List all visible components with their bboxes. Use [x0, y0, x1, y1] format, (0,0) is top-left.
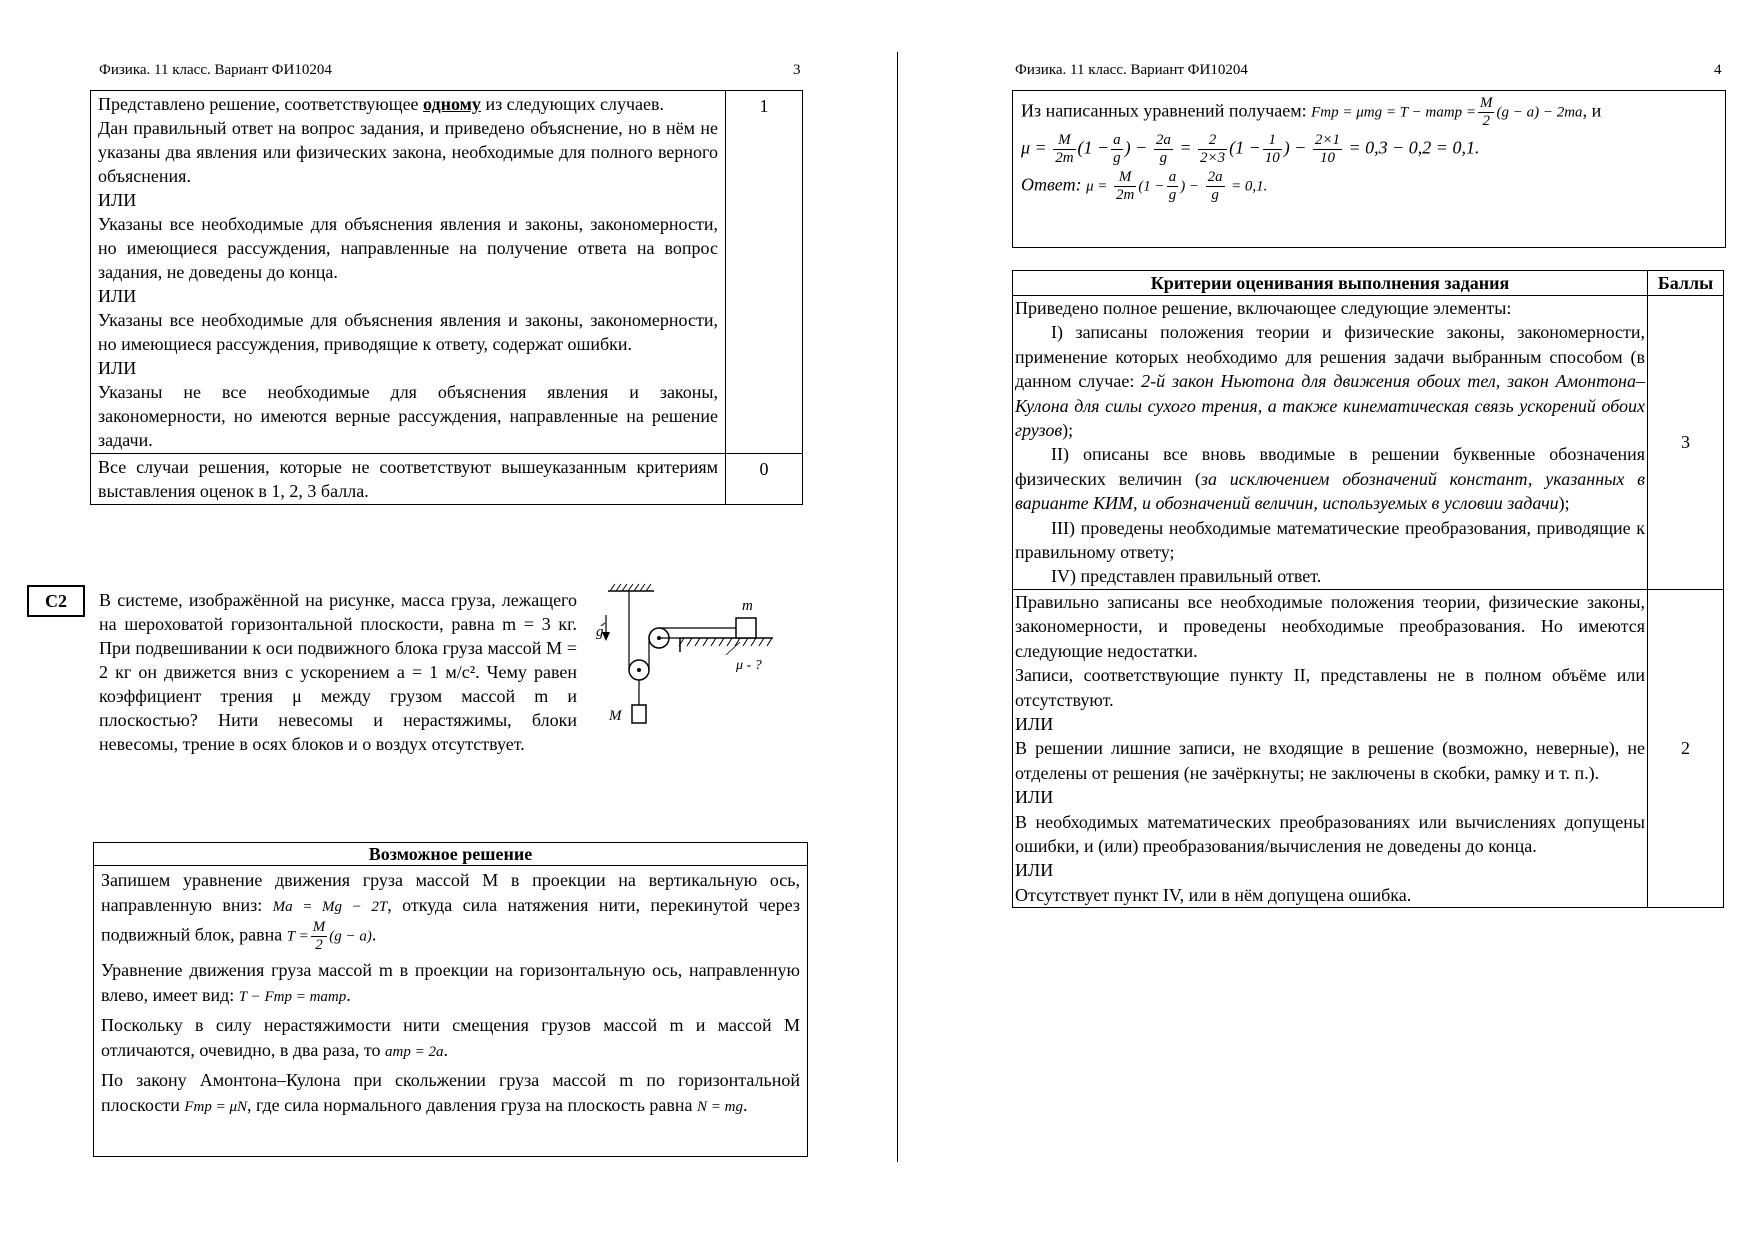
task-text: В системе, изображённой на рисунке, масса груза, лежащего на шероховатой горизонтальной плоскости, равна m = 3 кг. При подвешивании к оси подвижного блока груза массой M = 2 кг он движется вниз с ускорением a = 1 м/с². Чему равен коэффициент трения μ между грузом массой m и плоскостью? Нити невесомы и нерастяжимы, блоки невесомы, трение в осях блоков и о воздух отсутствует.	[99, 590, 577, 754]
label-m: m	[742, 598, 753, 614]
answer-line: Ответ: μ = $\frac{M}{2m}$ (1 − $\frac{a}{g}$ ) − $\frac{2a}{g}$ = 0,1.	[1021, 169, 1268, 203]
criteria-item-i: I) записаны положения теории и физические законы, закономерности, применение которых необходимо для решения задачи выбранным способом (в данном случае: 2-й закон Ньютона для движения обоих тел, закон Амонтона–Кулона для силы сухого трения, а также кинематическая связь ускорений обоих грузов);	[1015, 322, 1645, 441]
criteria-intro: Представлено решение, соответствующее одному из следующих случаев.	[98, 94, 665, 114]
solution-continuation-box	[1012, 90, 1726, 248]
solution-p3: Поскольку в силу нерастяжимости нити смещения грузов массой m и массой M отличаются, очевидно, в два раза, то aтр = 2a.	[101, 1015, 800, 1060]
criteria-case-2: Указаны все необходимые для объяснения явления и законы, закономерности, но имеющиеся рассуждения, направленные на получение ответа на вопрос задания, не доведены до конца.	[98, 214, 718, 282]
or-label: ИЛИ	[98, 286, 137, 306]
criteria-text	[91, 91, 726, 454]
criteria-table-continued	[90, 90, 803, 505]
criteria-item-ii: II) описаны все вновь вводимые в решении буквенные обозначения физических величин (за исключением обозначений констант, указанных в варианте КИМ, и обозначений величин, используемых в условии задачи);	[1015, 444, 1645, 514]
criteria-paragraph: Записи, соответствующие пункту II, представлены не в полном объёме или отсутствуют.	[1015, 665, 1645, 710]
label-mu: μ - ?	[736, 658, 762, 673]
points-cell: 1	[726, 91, 803, 454]
task-code: С2	[27, 585, 85, 617]
criteria-item-iii: III) проведены необходимые математические преобразования, приводящие к правильному ответу;	[1015, 517, 1645, 563]
pulley-figure	[596, 580, 782, 730]
or-label: ИЛИ	[98, 358, 137, 378]
header-title: Физика. 11 класс. Вариант ФИ10204	[99, 62, 332, 78]
criteria-paragraph: Правильно записаны все необходимые положения теории, физические законы, закономерности, и проведены необходимые преобразования. Но имеются следующие недостатки.	[1015, 591, 1645, 661]
criteria-paragraph: В решении лишние записи, не входящие в решение (возможно, неверные), не отделены от решения (не зачёркнуты; не заключены в скобки, рамку и т. п.).	[1015, 738, 1645, 783]
header-title: Физика. 11 класс. Вариант ФИ10204	[1015, 62, 1248, 78]
or-label: ИЛИ	[98, 190, 137, 210]
solution-box	[93, 842, 808, 1157]
criteria-row-1	[91, 91, 803, 454]
criteria-paragraph: В необходимых математических преобразованиях или вычислениях допущены ошибки, и (или) преобразования/вычисления не доведены до конца.	[1015, 811, 1645, 856]
criteria-text	[1013, 296, 1648, 590]
left-page-header	[99, 62, 332, 79]
criteria-table	[1012, 270, 1724, 908]
criteria-case-1: Дан правильный ответ на вопрос задания, и приведено объяснение, но в нём не указаны два явления или физических закона, необходимые для полного верного объяснения.	[98, 118, 718, 186]
or-label: ИЛИ	[1015, 787, 1054, 808]
solution-p4: По закону Амонтона–Кулона при скольжении груза массой m по горизонтальной плоскости Fтр = μN, где сила нормального давления груза на плоскость равна N = mg.	[101, 1070, 800, 1115]
left-page-number: 3	[793, 62, 801, 78]
criteria-paragraph: Отсутствует пункт IV, или в нём допущена ошибка.	[1015, 884, 1412, 905]
answer-label: Ответ:	[1021, 174, 1082, 195]
points-cell: 0	[726, 454, 803, 505]
criteria-item-iv: IV) представлен правильный ответ.	[1051, 566, 1322, 587]
continuation-line-1: Из написанных уравнений получаем: Fтр = μmg = T − maтр = $\frac{M}{2}$ (g − a) − 2ma, и	[1021, 95, 1602, 129]
criteria-text: Все случаи решения, которые не соответствуют вышеуказанным критериям выставления оценок в 1, 2, 3 балла.	[91, 454, 726, 505]
points-header: Баллы	[1648, 271, 1724, 296]
right-page-number: 4	[1714, 62, 1722, 78]
criteria-case-3: Указаны все необходимые для объяснения явления и законы, закономерности, но имеющиеся рассуждения, приводящие к ответу, содержат ошибки.	[98, 310, 718, 354]
criteria-header: Критерии оценивания выполнения задания	[1013, 271, 1648, 296]
solution-p1: Запишем уравнение движения груза массой M в проекции на вертикальную ось, направленную вниз: Ma = Mg − 2T, откуда сила натяжения нити, перекинутой через подвижный блок, равна T = $\frac{M}{2}$ (g − a).	[101, 870, 800, 953]
continuation-mu-equation: μ = $\frac{M}{2m}$ (1 − $\frac{a}{g}$ ) − $\frac{2a}{g}$ = $\frac{2}{2\times 3}$ (1 − $\frac{1}{10}$ ) − $\frac{2\times 1}{10}$ = 0,3 − 0,2 = 0,1.	[1021, 132, 1480, 166]
criteria-row-0	[91, 454, 803, 505]
solution-title: Возможное решение	[94, 843, 807, 866]
label-g: g	[596, 624, 604, 640]
page-divider	[897, 52, 898, 1162]
criteria-row-2	[1013, 589, 1724, 907]
points-cell: 2	[1648, 589, 1724, 907]
solution-p2: Уравнение движения груза массой m в проекции на горизонтальную ось, направленную влево, имеет вид: T − Fтр = maтр.	[101, 960, 800, 1005]
criteria-header-row	[1013, 271, 1724, 296]
right-page-header	[1015, 62, 1248, 79]
criteria-row-3	[1013, 296, 1724, 590]
criteria-text	[1013, 589, 1648, 907]
label-M: M	[609, 708, 622, 724]
criteria-intro: Приведено полное решение, включающее следующие элементы:	[1015, 298, 1512, 318]
points-cell: 3	[1648, 296, 1724, 590]
or-label: ИЛИ	[1015, 713, 1054, 734]
criteria-case-4: Указаны не все необходимые для объяснения явления и законы, закономерности, но имеются верные рассуждения, направленные на решение задачи.	[98, 382, 718, 450]
or-label: ИЛИ	[1015, 860, 1054, 881]
